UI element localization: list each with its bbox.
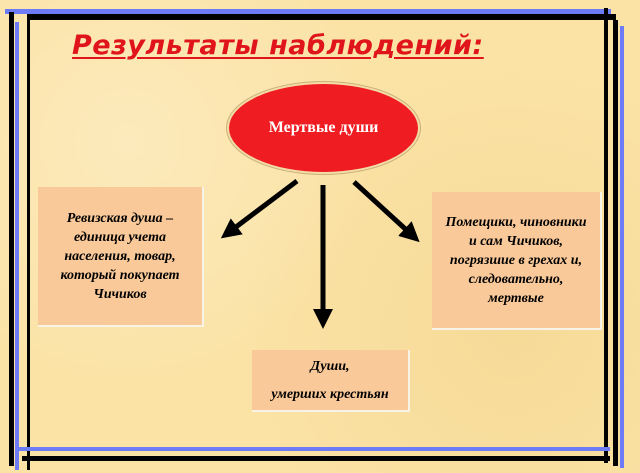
left-node-revision-soul <box>38 187 204 327</box>
bottom-node-line-2: умерших крестьян <box>271 386 389 402</box>
slide-title: Результаты наблюдений: <box>72 30 484 61</box>
arrow-to-left-node <box>228 181 297 233</box>
center-node-label: Мертвые души <box>268 119 379 136</box>
right-node-landowners <box>432 192 602 330</box>
arrow-to-right-node <box>354 182 413 236</box>
bottom-node-line-1: Души, <box>310 358 350 374</box>
bottom-node-peasant-souls <box>252 350 410 412</box>
right-node-text: Помещики, чиновники и сам Чичиков, погрязшие в грехах и, следовательно, мертвые <box>445 214 587 306</box>
left-node-text: Ревизская душа – единица учета населения, товар, который покупает Чичиков <box>60 210 180 302</box>
